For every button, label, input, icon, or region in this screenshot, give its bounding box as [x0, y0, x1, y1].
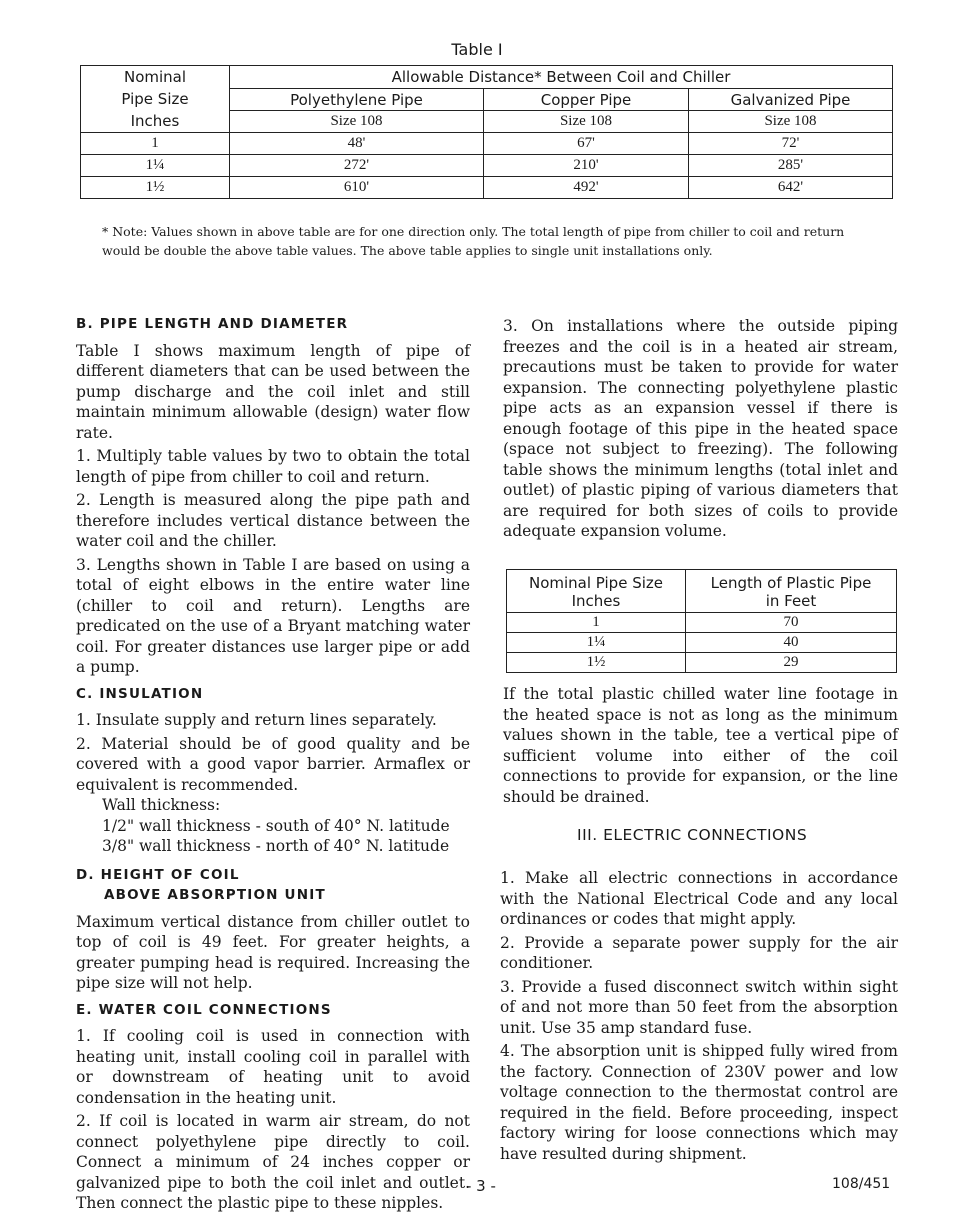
table-row: 1¼ 40 — [507, 633, 897, 653]
paragraph: 3. Provide a fused disconnect switch within sight of and not more than 50 feet from the absorption unit. Use 35 amp standard fuse. — [500, 977, 898, 1037]
section-d-subheading: ABOVE ABSORPTION UNIT — [104, 887, 326, 903]
paragraph: Maximum vertical distance from chiller outlet to top of coil is 49 feet. For greater heights, a greater pumping head is required. Increasing the pipe size will not help. — [76, 912, 470, 992]
allowable-distance-header: Allowable Distance* Between Coil and Chiller — [230, 66, 893, 89]
paragraph: 1. Multiply table values by two to obtain the total length of pipe from chiller to coil and return. — [76, 447, 470, 486]
page-number: - 3 - — [466, 1177, 496, 1195]
table-row: 1½ 29 — [507, 653, 897, 673]
plastic-pipe-table — [506, 569, 897, 673]
paragraph: Table I shows maximum length of pipe of different diameters that can be used between the pump discharge and the coil inlet and still maintain minimum allowable (design) water flow rate. — [76, 341, 470, 442]
paragraph: 3. Lengths shown in Table I are based on using a total of eight elbows in the entire water line (chiller to coil and return). Lengths are predicated on the use of a Bryant matching water coil. For greater distances use larger pipe or add a pump. — [76, 555, 470, 676]
paragraph: 1. Make all electric connections in accordance with the National Electrical Code and any local ordinances or codes that might apply. — [500, 869, 898, 928]
table-title: Table I — [451, 40, 503, 59]
paragraph: 2. If coil is located in warm air stream, do not connect polyethylene pipe directly to coil. Connect a minimum of 24 inches copper or galvanized pipe to both the coil inlet and outlet. Then connect the plastic pipe to these nipples. — [76, 1112, 470, 1212]
paragraph: 1. Insulate supply and return lines separately. — [76, 711, 437, 729]
table-row: 1 70 — [507, 613, 897, 633]
size-label: Size 108 — [484, 111, 689, 133]
section-c-heading: C. INSULATION — [76, 685, 204, 702]
paragraph: 3. On installations where the outside piping freezes and the coil is in a heated air stream, precautions must be taken to provide for water expansion. The connecting polyethylene plastic pipe acts as an expansion vessel if there is enough footage of this pipe in the heated space (space not subject to freezing). The following table shows the minimum lengths (total inlet and outlet) of plastic piping of various diameters that are required for both sizes of coils to provide adequate expansion volume. — [503, 317, 898, 540]
paragraph: 1. If cooling coil is used in connection with heating unit, install cooling coil in parallel with or downstream of heating unit to avoid condensation in the heating unit. — [76, 1027, 470, 1107]
paragraph: 4. The absorption unit is shipped fully wired from the factory. Connection of 230V power and low voltage connection to the thermostat control are required in the field. Before proceeding, inspect factory wiring for loose connections which may have resulted during shipment. — [500, 1042, 898, 1163]
paragraph: 2. Material should be of good quality and be covered with a good vapor barrier. Armaflex or equivalent is recommended. — [76, 734, 470, 794]
galvanized-header: Galvanized Pipe — [689, 89, 893, 111]
table-note: * Note: Values shown in above table are for one direction only. The total length of pipe from chiller to coil and return would be double the above table values. The above table applies to single unit installations only. — [102, 224, 845, 258]
paragraph: 2. Provide a separate power supply for the air conditioner. — [500, 933, 898, 972]
document-number: 108/451 — [832, 1176, 891, 1192]
right-column — [503, 316, 898, 545]
section-b-heading: B. PIPE LENGTH AND DIAMETER — [76, 316, 349, 332]
table-row: 1½ 610' 492' 642' — [81, 177, 893, 199]
electric-connections — [500, 868, 898, 1167]
size-label: Size 108 — [689, 111, 893, 133]
polyethylene-header: Polyethylene Pipe — [230, 89, 484, 111]
pipe-distance-table — [80, 65, 893, 199]
nominal-pipe-size-header: Nominal Pipe Size Inches — [81, 66, 230, 133]
section-d-heading: D. HEIGHT OF COIL — [76, 866, 240, 883]
nominal-pipe-size-header: Nominal Pipe Size Inches — [507, 570, 686, 613]
length-header: Length of Plastic Pipe in Feet — [686, 570, 897, 613]
paragraph: 3/8" wall thickness - north of 40° N. latitude — [102, 837, 450, 855]
paragraph: If the total plastic chilled water line footage in the heated space is not as long as the minimum values shown in the table, tee a vertical pipe of sufficient volume into either of the coil connections to provide for expansion, or the line should be drained. — [503, 685, 898, 806]
size-label: Size 108 — [230, 111, 484, 133]
section-e-heading: E. WATER COIL CONNECTIONS — [76, 1001, 332, 1018]
paragraph: 1/2" wall thickness - south of 40° N. latitude — [102, 816, 450, 835]
copper-header: Copper Pipe — [484, 89, 689, 111]
paragraph: Wall thickness: — [102, 796, 221, 814]
right-column-continued — [503, 684, 898, 810]
left-column — [76, 314, 470, 1217]
section-3-heading: III. ELECTRIC CONNECTIONS — [577, 826, 808, 844]
table-row: 1 48' 67' 72' — [81, 133, 893, 155]
table-row: 1¼ 272' 210' 285' — [81, 155, 893, 177]
paragraph: 2. Length is measured along the pipe path and therefore includes vertical distance between the water coil and the chiller. — [76, 491, 470, 550]
